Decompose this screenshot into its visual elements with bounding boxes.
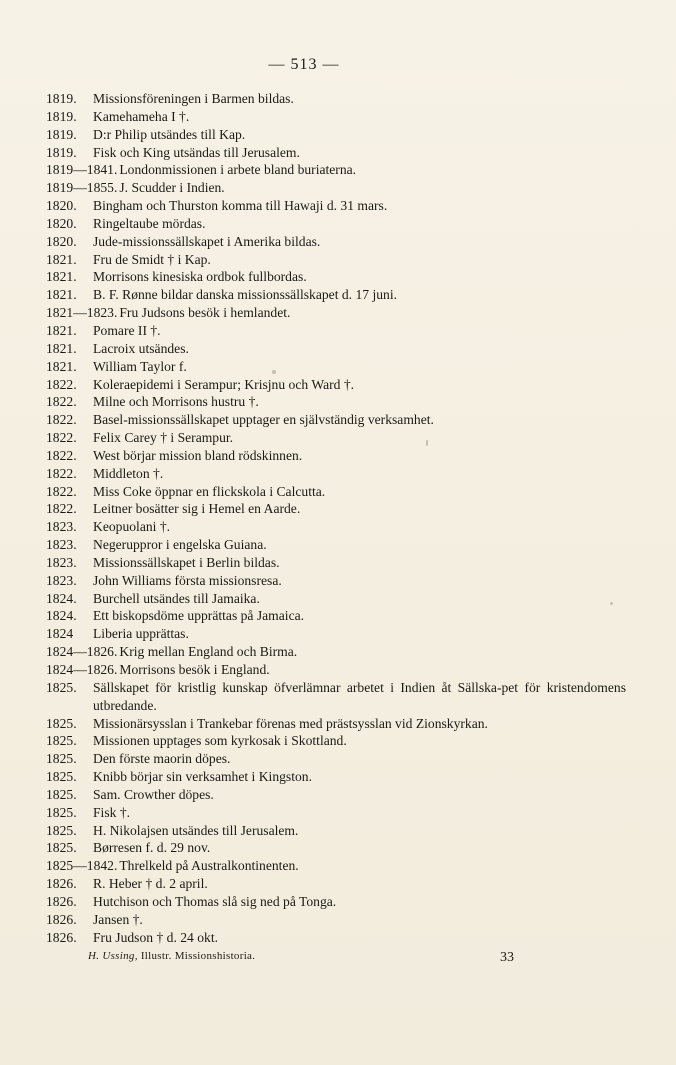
entry-year: 1822. [46, 394, 77, 410]
entry-year: 1825. [46, 733, 77, 749]
entry-year: 1822. [46, 412, 77, 428]
chronology-entry [46, 179, 626, 197]
chronology-entry [46, 376, 626, 394]
signature-mark: 33 [500, 950, 514, 965]
chronology-entry [46, 929, 626, 947]
entry-text: Missionsföreningen i Barmen bildas. [93, 91, 294, 106]
entry-text: Hutchison och Thomas slå sig ned på Tonga. [93, 893, 337, 909]
entry-text: Jude-missionssällskapet i Amerika bildas. [93, 233, 321, 249]
entry-text: Fru Judsons besök i hemlandet. [119, 305, 291, 321]
chronology-entry [46, 429, 626, 447]
entry-text: Missionssällskapet i Berlin bildas. [93, 554, 280, 570]
chronology-entry [46, 839, 626, 857]
entry-year: 1824. [46, 608, 77, 624]
entry-year: 1821. [46, 358, 77, 374]
chronology-entry [46, 572, 626, 590]
entry-year: 1819. [46, 144, 77, 160]
entry-text: Burchell utsändes till Jamaika. [93, 590, 260, 606]
chronology-entry [46, 197, 626, 215]
entry-text: J. Scudder i Indien. [119, 180, 225, 196]
entry-text: Bingham och Thurston komma till Hawaji d. 31 mars. [93, 198, 388, 214]
entry-text: Threlkeld på Australkontinenten. [119, 858, 299, 874]
entry-year: 1822. [46, 447, 77, 463]
entry-year: 1826. [46, 893, 77, 909]
entry-text: Jansen †. [93, 911, 143, 927]
chronology-entry [46, 536, 626, 554]
entry-text: Sällskapet för kristlig kunskap öfverlämnar arbetet i Indien åt Sällska-pet för kristendomens utbredande. [93, 679, 626, 713]
entry-year: 1823. [46, 554, 77, 570]
entry-year: 1819—1855. [46, 180, 118, 196]
entry-text: Missionärsysslan i Trankebar förenas med prästsysslan vid Zionskyrkan. [93, 715, 488, 731]
entry-year: 1825—1842. [46, 858, 118, 874]
entry-text: Middleton †. [93, 465, 164, 481]
chronology-entry [46, 251, 626, 269]
chronology-entry [46, 518, 626, 536]
entry-year: 1821. [46, 340, 77, 356]
entry-text: Den förste maorin döpes. [93, 751, 231, 767]
chronology-entry [46, 625, 626, 643]
entry-year: 1825. [46, 769, 77, 785]
entry-year: 1823. [46, 572, 77, 588]
chronology-entry [46, 340, 626, 358]
chronology-entry [46, 465, 626, 483]
entry-text: Morrisons kinesiska ordbok fullbordas. [93, 269, 307, 285]
entry-year: 1825. [46, 751, 77, 767]
entry-text: Keopuolani †. [93, 519, 171, 535]
ink-speck [272, 370, 276, 374]
entry-year: 1826. [46, 929, 77, 945]
chronology-entry [46, 500, 626, 518]
entry-year: 1826. [46, 911, 77, 927]
entry-year: 1825. [46, 840, 77, 856]
chronology-entry [46, 679, 626, 715]
entry-text: Fru Judson † d. 24 okt. [93, 929, 218, 945]
entry-year: 1822. [46, 465, 77, 481]
entry-year: 1819—1841. [46, 162, 118, 178]
entry-text: Kamehameha I †. [93, 108, 190, 124]
chronology-entry [46, 732, 626, 750]
ink-speck [426, 440, 428, 446]
entry-year: 1825. [46, 715, 77, 731]
entry-year: 1824. [46, 590, 77, 606]
entry-text: B. F. Rønne bildar danska missionssällskapet d. 17 juni. [93, 287, 398, 303]
chronology-entry [46, 643, 626, 661]
entry-text: Sam. Crowther döpes. [93, 786, 214, 802]
entry-year: 1821. [46, 287, 77, 303]
entry-year: 1822. [46, 501, 77, 517]
entry-year: 1819. [46, 108, 77, 124]
footer-author: H. Ussing, [88, 950, 138, 962]
entry-text: Knibb börjar sin verksamhet i Kingston. [93, 769, 312, 785]
entry-text: Koleraepidemi i Serampur; Krisjnu och Ward †. [93, 376, 355, 392]
entry-year: 1822. [46, 376, 77, 392]
entry-year: 1819. [46, 126, 77, 142]
entry-text: West börjar mission bland rödskinnen. [93, 447, 303, 463]
chronology-entry [46, 126, 626, 144]
chronology-entry [46, 857, 626, 875]
chronology-entry [46, 108, 626, 126]
entry-year: 1821—1823. [46, 305, 118, 321]
entry-text: Pomare II †. [93, 322, 161, 338]
chronology-entry [46, 358, 626, 376]
entry-text: Krig mellan England och Birma. [119, 644, 298, 660]
page-footer [88, 950, 255, 962]
chronology-entry [46, 304, 626, 322]
entry-text: Miss Coke öppnar en flickskola i Calcutta. [93, 483, 326, 499]
entry-text: Missionen upptages som kyrkosak i Skottland. [93, 733, 347, 749]
entry-text: Liberia upprättas. [93, 626, 189, 642]
chronology-list [46, 90, 626, 947]
entry-text: Fisk och King utsändas till Jerusalem. [93, 144, 300, 160]
entry-year: 1822. [46, 483, 77, 499]
chronology-entry [46, 233, 626, 251]
entry-text: Lacroix utsändes. [93, 340, 189, 356]
chronology-entry [46, 483, 626, 501]
entry-year: 1820. [46, 233, 77, 249]
chronology-entry [46, 661, 626, 679]
entry-text: Morrisons besök i England. [119, 662, 270, 677]
entry-year: 1825. [46, 786, 77, 802]
entry-text: Felix Carey † i Serampur. [93, 430, 234, 446]
chronology-entry [46, 786, 626, 804]
entry-text: Børresen f. d. 29 nov. [93, 840, 211, 856]
chronology-entry [46, 590, 626, 608]
entry-text: R. Heber † d. 2 april. [93, 876, 208, 892]
chronology-entry [46, 393, 626, 411]
chronology-entry [46, 875, 626, 893]
entry-text: Ett biskopsdöme upprättas på Jamaica. [93, 608, 305, 624]
entry-text: H. Nikolajsen utsändes till Jerusalem. [93, 822, 299, 838]
chronology-entry [46, 893, 626, 911]
ink-speck [610, 602, 613, 605]
entry-year: 1820. [46, 215, 77, 231]
chronology-entry [46, 822, 626, 840]
entry-year: 1819. [46, 91, 77, 106]
chronology-entry [46, 161, 626, 179]
chronology-entry [46, 447, 626, 465]
footer-title: Illustr. Missionshistoria. [140, 950, 256, 962]
entry-text: Fisk †. [93, 804, 131, 820]
chronology-entry [46, 322, 626, 340]
entry-year: 1820. [46, 198, 77, 214]
entry-text: Milne och Morrisons hustru †. [93, 394, 259, 410]
entry-text: Basel-missionssällskapet upptager en självständig verksamhet. [93, 412, 434, 428]
entry-year: 1823. [46, 537, 77, 553]
entry-year: 1825. [46, 679, 77, 695]
entry-year: 1821. [46, 322, 77, 338]
chronology-entry [46, 286, 626, 304]
entry-text: William Taylor f. [93, 358, 187, 374]
entry-text: Londonmissionen i arbete bland buriaterna. [119, 162, 357, 178]
entry-year: 1824—1826. [46, 662, 118, 677]
entry-year: 1821. [46, 269, 77, 285]
chronology-entry [46, 215, 626, 233]
chronology-entry [46, 411, 626, 429]
page-number: — 513 — [268, 56, 340, 73]
chronology-entry [46, 90, 626, 108]
chronology-entry [46, 750, 626, 768]
chronology-entry [46, 144, 626, 162]
entry-year: 1824—1826. [46, 644, 118, 660]
chronology-entry [46, 911, 626, 929]
chronology-entry [46, 554, 626, 572]
chronology-entry [46, 804, 626, 822]
entry-year: 1825. [46, 822, 77, 838]
chronology-entry [46, 715, 626, 733]
chronology-entry [46, 768, 626, 786]
entry-year: 1825. [46, 804, 77, 820]
entry-year: 1822. [46, 430, 77, 446]
entry-text: John Williams första missionsresa. [93, 572, 282, 588]
entry-year: 1826. [46, 876, 77, 892]
chronology-entry [46, 607, 626, 625]
entry-text: Ringeltaube mördas. [93, 215, 206, 231]
entry-text: Negeruppror i engelska Guiana. [93, 537, 267, 553]
entry-year: 1821. [46, 251, 77, 267]
entry-year: 1824 [46, 626, 74, 642]
entry-text: Leitner bosätter sig i Hemel en Aarde. [93, 501, 301, 517]
entry-year: 1823. [46, 519, 77, 535]
chronology-entry [46, 268, 626, 286]
entry-text: Fru de Smidt † i Kap. [93, 251, 211, 267]
entry-text: D:r Philip utsändes till Kap. [93, 126, 246, 142]
